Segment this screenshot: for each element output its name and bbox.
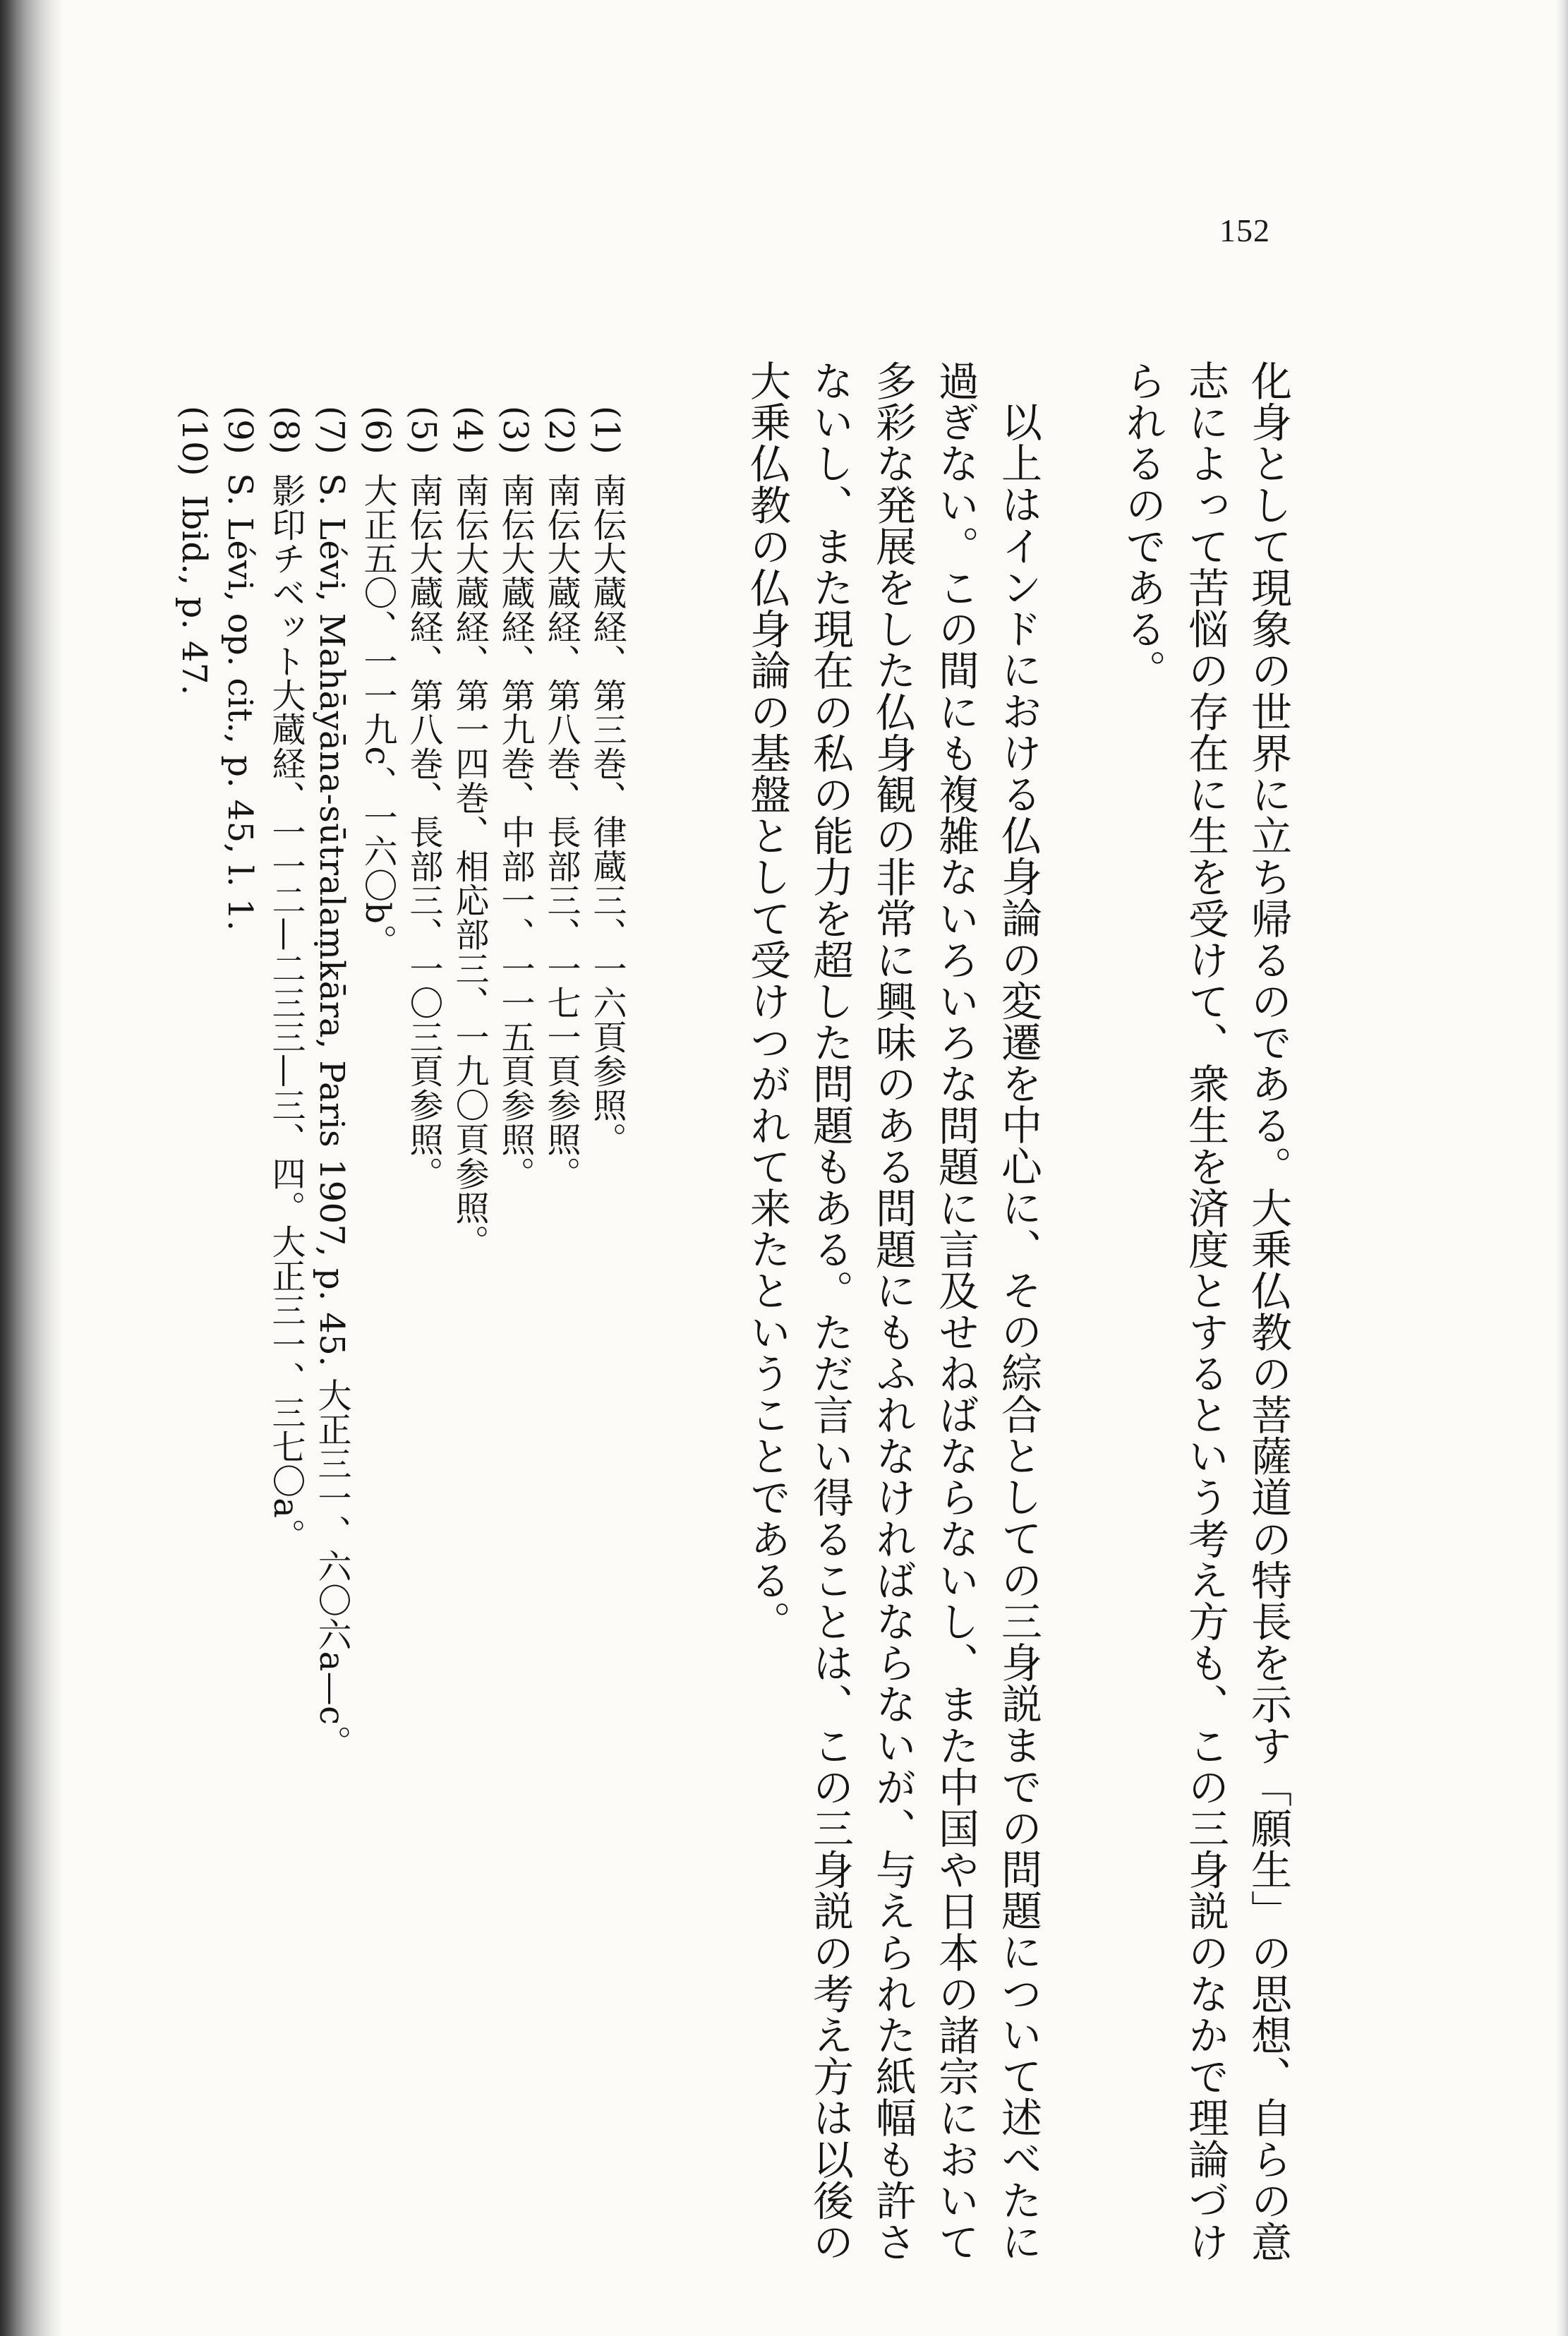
note-marker: (3) <box>495 406 535 455</box>
note-marker: (5) <box>404 406 443 455</box>
note-text: 大正五〇、一一九c、一六〇b。 <box>358 473 397 958</box>
page-number: 152 <box>1219 212 1270 248</box>
note-text: 南伝大蔵経、第八巻、長部三、一七一頁参照。 <box>541 473 581 1191</box>
note-item <box>312 406 351 1759</box>
note-item <box>220 406 260 932</box>
body-line: られるのである。 <box>1118 360 1166 691</box>
body-line: 多彩な発展をした仏身観の非常に興味のある問題にもふれなければならないが、与えられた紙幅も許さ <box>869 360 917 2263</box>
note-text: Ibid., p. 47. <box>174 495 214 696</box>
page-edge <box>1555 0 1568 2336</box>
note-marker: (1) <box>587 406 627 455</box>
note-text: 南伝大蔵経、第八巻、長部三、一〇三頁参照。 <box>404 473 443 1191</box>
note-item <box>266 406 306 1553</box>
note-item <box>495 406 535 1191</box>
note-marker: (6) <box>358 406 397 455</box>
note-item <box>358 406 397 958</box>
note-marker: (9) <box>220 406 260 455</box>
body-line: 過ぎない。この間にも複雑ないろいろな問題に言及せねばならないし、また中国や日本の諸宗において <box>931 360 979 2263</box>
note-marker: (10) <box>174 406 214 477</box>
note-text: S. Lévi, Mahāyāna-sūtralaṃkāra, Paris 1907, p. 45. 大正三一、六〇六a—c。 <box>312 473 351 1759</box>
note-marker: (4) <box>450 406 489 455</box>
note-marker: (8) <box>266 406 306 455</box>
note-item <box>404 406 443 1191</box>
note-item <box>174 406 214 696</box>
note-item <box>587 406 627 1157</box>
body-line: ないし、また現在の私の能力を超した問題もある。ただ言い得ることは、この三身説の考え方は以後の <box>806 360 854 2263</box>
binding-shadow <box>0 0 64 2336</box>
note-marker: (2) <box>541 406 581 455</box>
body-line: 志によって苦悩の存在に生を受けて、衆生を済度とするという考え方も、この三身説のなかで理論づけ <box>1181 360 1229 2263</box>
body-line: 以上はインドにおける仏身論の変遷を中心に、その綜合としての三身説までの問題について述べたに <box>994 401 1042 2262</box>
body-line: 化身として現象の世界に立ち帰るのである。大乗仏教の菩薩道の特長を示す「願生」の思想、自らの意 <box>1244 360 1292 2263</box>
note-item <box>541 406 581 1191</box>
note-text: 影印チベット大蔵経、一一二—二三三—三、四。大正三一、三七〇a。 <box>266 473 306 1553</box>
note-text: S. Lévi, op. cit., p. 45, l. 1. <box>220 473 260 932</box>
note-text: 南伝大蔵経、第九巻、中部一、一一五頁参照。 <box>495 473 535 1191</box>
note-text: 南伝大蔵経、第一四巻、相応部三、一九〇頁参照。 <box>450 473 489 1259</box>
note-marker: (7) <box>312 406 351 455</box>
body-line: 大乗仏教の仏身論の基盤として受けつがれて来たということである。 <box>743 360 791 1642</box>
note-item <box>450 406 489 1259</box>
note-text: 南伝大蔵経、第三巻、律蔵三、一六頁参照。 <box>587 473 627 1157</box>
